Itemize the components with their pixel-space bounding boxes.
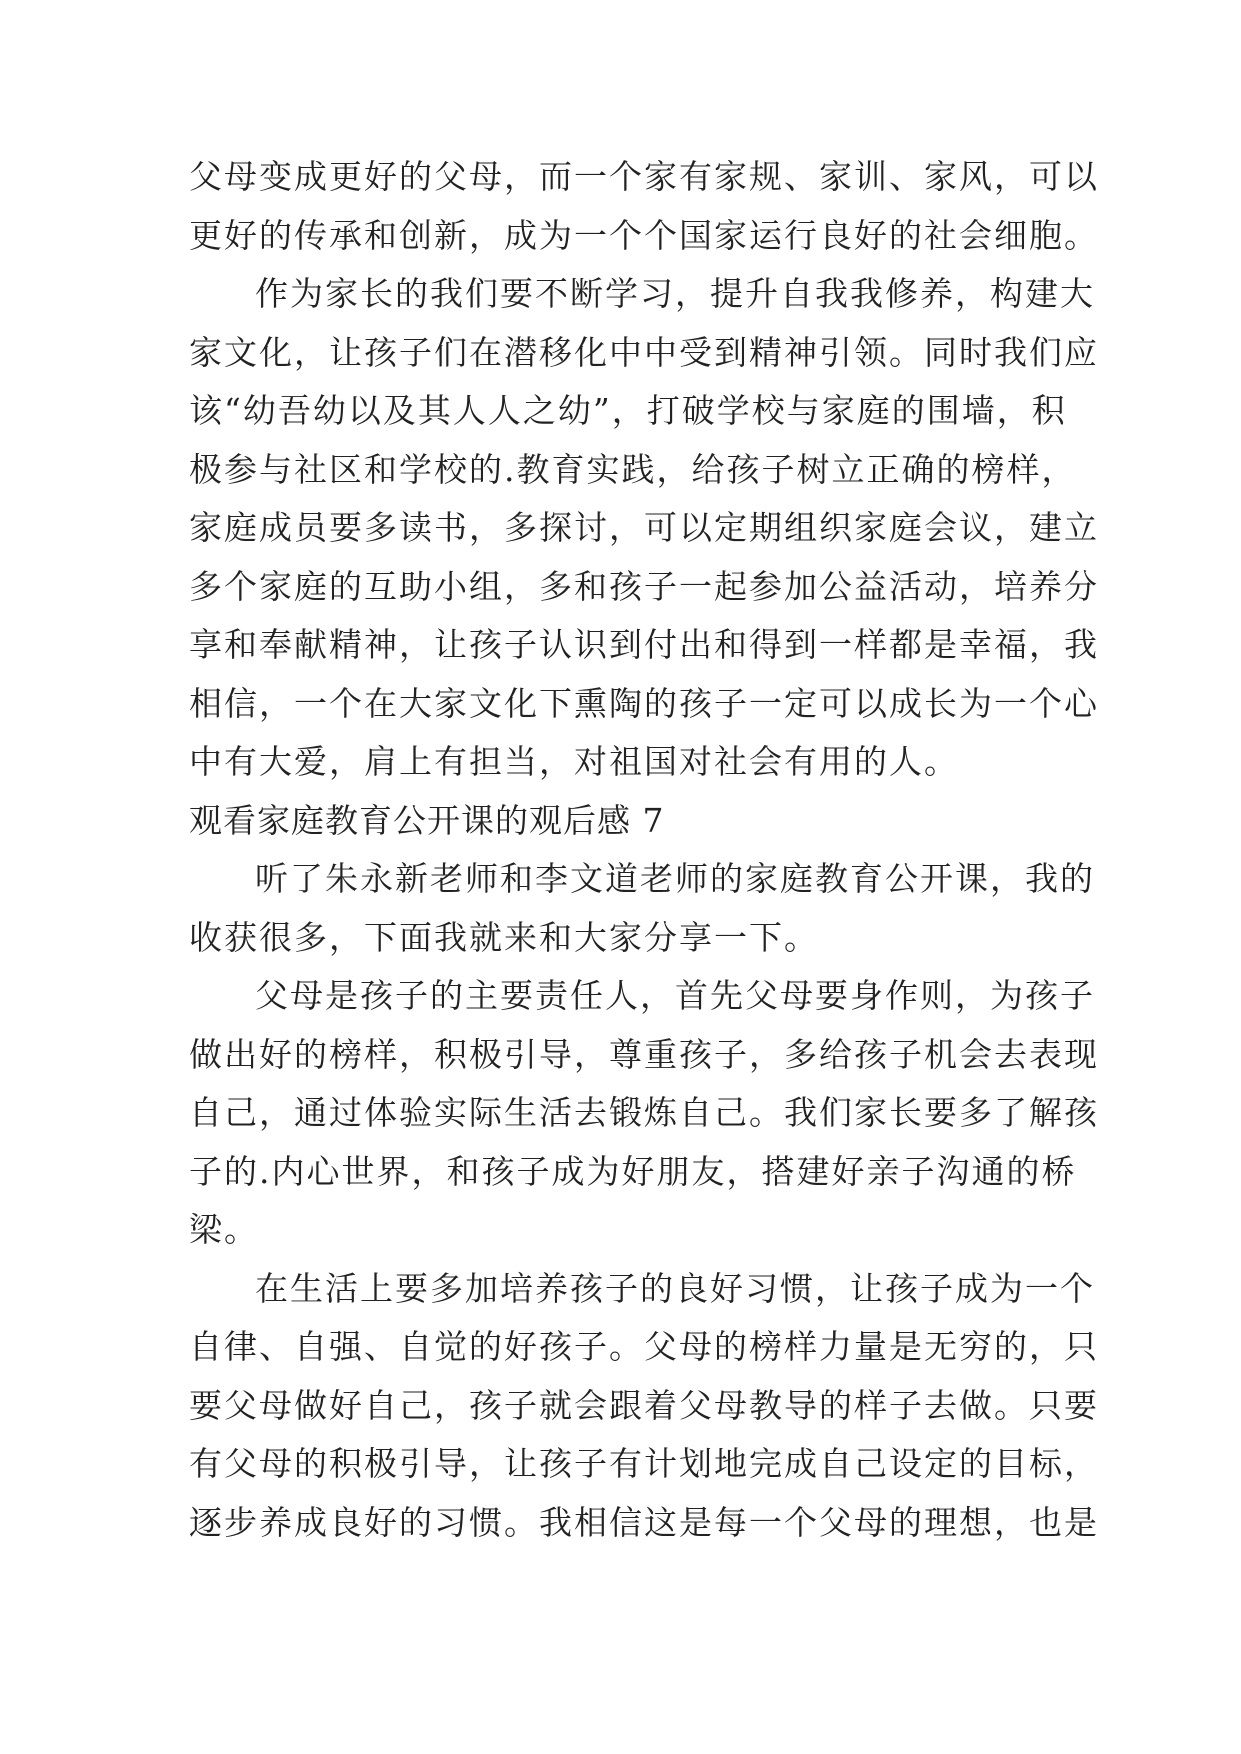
text-line: 家文化，让孩子们在潜移化中中受到精神引领。同时我们应 [189,332,1099,372]
text-line: 家庭成员要多读书，多探讨，可以定期组织家庭会议，建立 [189,508,1099,547]
text-line: 收获很多，下面我就来和大家分享一下。 [189,917,819,957]
text-line: 父母是孩子的主要责任人，首先父母要身作则，为孩子 [255,976,1095,1015]
text-line: 作为家长的我们要不断学习，提升自我我修养，构建大 [255,274,1095,313]
text-line: 自律、自强、自觉的好孩子。父母的榜样力量是无穷的，只 [189,1327,1099,1366]
text-line: 相信，一个在大家文化下熏陶的孩子一定可以成长为一个心 [189,683,1099,723]
text-line: 更好的传承和创新，成为一个个国家运行良好的社会细胞。 [189,215,1099,255]
text-line: 在生活上要多加培养孩子的良好习惯，让孩子成为一个 [255,1268,1095,1308]
text-line: 听了朱永新老师和李文道老师的家庭教育公开课，我的 [255,859,1095,898]
text-line: 子的.内心世界，和孩子成为好朋友，搭建好亲子沟通的桥 [189,1151,1077,1191]
text-line: 父母变成更好的父母，而一个家有家规、家训、家风，可以 [189,157,1099,196]
text-line: 多个家庭的互助小组，多和孩子一起参加公益活动，培养分 [189,566,1099,606]
text-line: 有父母的积极引导，让孩子有计划地完成自己设定的目标， [189,1444,1099,1483]
text-line: 享和奉献精神，让孩子认识到付出和得到一样都是幸福，我 [189,625,1099,664]
document-body [189,148,1099,1552]
text-line: 梁。 [189,1210,259,1249]
section-heading: 观看家庭教育公开课的观后感 7 [189,800,665,840]
text-line: 该“幼吾幼以及其人人之幼”，打破学校与家庭的围墙，积 [189,391,1067,430]
text-line: 逐步养成良好的习惯。我相信这是每一个父母的理想，也是 [189,1502,1099,1542]
text-line: 要父母做好自己，孩子就会跟着父母教导的样子去做。只要 [189,1385,1099,1425]
text-line: 极参与社区和学校的.教育实践，给孩子树立正确的榜样， [189,449,1077,489]
text-line: 中有大爱，肩上有担当，对祖国对社会有用的人。 [189,742,959,781]
text-line: 做出好的榜样，积极引导，尊重孩子，多给孩子机会去表现 [189,1034,1099,1074]
text-line: 自己，通过体验实际生活去锻炼自己。我们家长要多了解孩 [189,1093,1099,1132]
